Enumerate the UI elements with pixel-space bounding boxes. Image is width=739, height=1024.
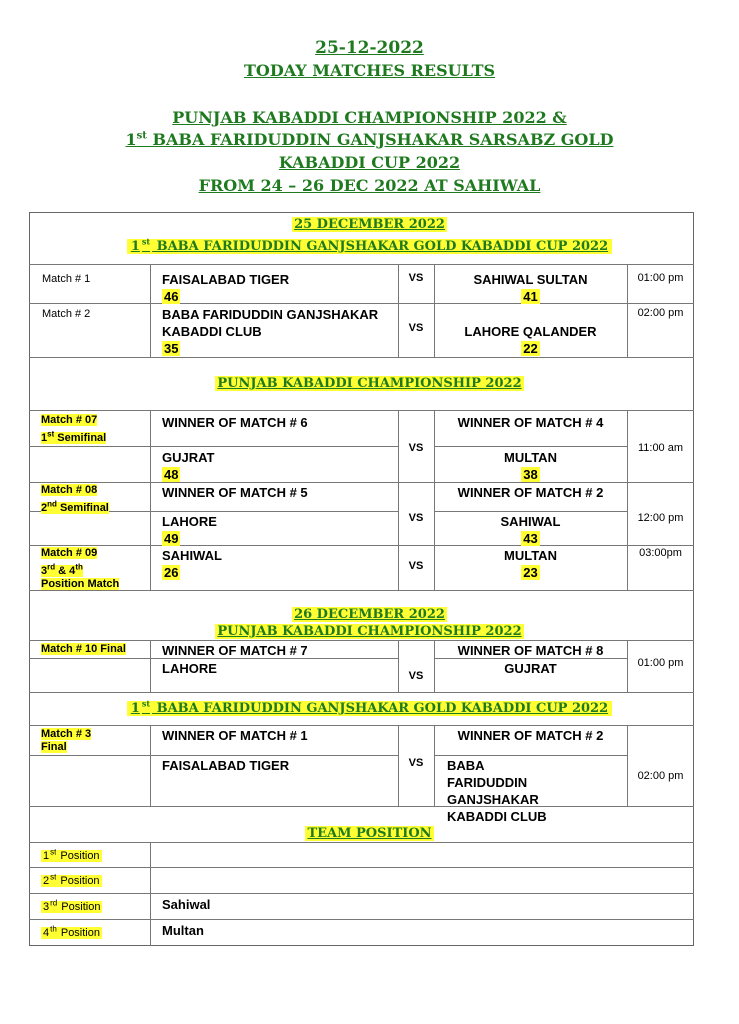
report-subtitle: TODAY MATCHES RESULTS — [243, 61, 496, 80]
row-divider — [150, 446, 398, 447]
team-position-title: TEAM POSITION — [307, 826, 432, 841]
day1-cup-title: 1 $^{st}$ BABA FARIDUDDIN GANJSHAKAR GOLD KABADDI CUP 2022 — [0, 234, 739, 255]
event-title-line3: KABADDI CUP 2022 — [278, 153, 461, 172]
match-8-vs: VS — [408, 512, 424, 524]
col-divider — [150, 640, 151, 692]
row-divider — [29, 725, 694, 726]
match-2-score1: 35 — [164, 341, 179, 356]
row-divider — [434, 446, 627, 447]
match-3-top1: WINNER OF MATCH # 1 — [162, 728, 308, 743]
match-8-top2: WINNER OF MATCH # 2 — [457, 485, 604, 500]
match-1-score1: 46 — [164, 289, 179, 304]
match-1-label: Match # 1 — [42, 273, 91, 285]
match-3-team2: BABA FARIDUDDIN GANJSHAKAR KABADDI CLUB — [447, 758, 547, 824]
row-divider — [29, 893, 694, 894]
row-divider — [29, 410, 694, 411]
match-3-time: 02:00 pm — [637, 770, 684, 782]
col-divider — [150, 264, 151, 357]
match-9-vs: VS — [408, 560, 424, 572]
match-1-score2: 41 — [523, 289, 538, 304]
position-4-label: 4th Position — [43, 924, 100, 939]
row-divider — [434, 755, 627, 756]
match-9-time: 03:00pm — [639, 547, 682, 559]
row-divider — [29, 692, 694, 693]
match-7-vs: VS — [408, 442, 424, 454]
match-8-team2: SAHIWAL — [500, 514, 561, 529]
day2-championship-title: PUNJAB KABADDI CHAMPIONSHIP 2022 — [217, 624, 522, 639]
match-10-team1: LAHORE — [162, 661, 217, 676]
match-1-vs: VS — [408, 272, 424, 284]
day2-cup-title: 1 $^{st}$ BABA FARIDUDDIN GANJSHAKAR GOLD KABADDI CUP 2022 — [0, 696, 739, 717]
match-10-top1: WINNER OF MATCH # 7 — [162, 643, 308, 658]
match-9-score2: 23 — [523, 565, 538, 580]
match-8-team1: LAHORE — [162, 514, 217, 529]
event-title-line2: 1st BABA FARIDUDDIN GANJSHAKAR SARSABZ GOLD — [125, 130, 614, 149]
match-8-score1: 49 — [164, 531, 179, 546]
row-divider — [29, 590, 694, 591]
match-2-vs: VS — [408, 322, 424, 334]
match-10-team2: GUJRAT — [504, 661, 557, 676]
match-2-time: 02:00 pm — [637, 307, 684, 319]
match-7-score1: 48 — [164, 467, 179, 482]
match-8-time: 12:00 pm — [637, 512, 684, 524]
day1-date: 25 DECEMBER 2022 — [294, 217, 445, 232]
position-2-label: 2st Position — [43, 872, 100, 887]
match-7-label: Match # 07 1st Semifinal — [41, 414, 107, 444]
match-1-team2: SAHIWAL SULTAN — [473, 272, 588, 287]
match-10-top2: WINNER OF MATCH # 8 — [457, 643, 604, 658]
row-divider — [29, 658, 151, 659]
position-3-label: 3rd Position — [43, 898, 101, 913]
match-9-score1: 26 — [164, 565, 179, 580]
match-7-team1: GUJRAT — [162, 450, 215, 465]
col-divider — [627, 410, 628, 590]
event-dates-venue: FROM 24 – 26 DEC 2022 AT SAHIWAL — [198, 176, 541, 195]
col-divider — [150, 725, 151, 806]
row-divider — [29, 919, 694, 920]
match-1-time: 01:00 pm — [637, 272, 684, 284]
championship-title: PUNJAB KABADDI CHAMPIONSHIP 2022 — [217, 376, 522, 391]
match-8-score2: 43 — [523, 531, 538, 546]
match-7-time: 11:00 am — [637, 442, 684, 454]
match-8-label: Match # 08 2nd Semifinal — [41, 484, 109, 514]
match-2-team1: BABA FARIDUDDIN GANJSHAKAR KABADDI CLUB — [162, 307, 379, 339]
col-divider — [627, 725, 628, 806]
position-1-label: 1st Position — [43, 847, 100, 862]
match-3-top2: WINNER OF MATCH # 2 — [457, 728, 604, 743]
report-date: 25-12-2022 — [315, 38, 424, 58]
col-divider — [398, 640, 399, 692]
row-divider — [150, 511, 398, 512]
position-4-team: Multan — [162, 923, 204, 938]
row-divider — [29, 867, 694, 868]
match-2-score2: 22 — [523, 341, 538, 356]
col-divider — [150, 410, 151, 590]
match-7-score2: 38 — [523, 467, 538, 482]
match-9-team2: MULTAN — [504, 548, 557, 563]
match-8-top1: WINNER OF MATCH # 5 — [162, 485, 308, 500]
match-2-label: Match # 2 — [42, 308, 91, 320]
match-9-label: Match # 09 3rd & 4th Position Match — [41, 547, 120, 590]
row-divider — [29, 640, 694, 641]
day2-date: 26 DECEMBER 2022 — [294, 607, 445, 622]
match-10-label: Match # 10 Final — [41, 643, 126, 655]
col-divider — [150, 842, 151, 946]
row-divider — [29, 755, 151, 756]
match-3-final-label: Match # 3 Final — [41, 728, 92, 753]
row-divider — [29, 446, 151, 447]
row-divider — [29, 842, 694, 843]
match-10-time: 01:00 pm — [637, 657, 684, 669]
event-title-line1: PUNJAB KABADDI CHAMPIONSHIP 2022 & — [172, 108, 567, 127]
row-divider — [29, 264, 694, 265]
match-3-team1: FAISALABAD TIGER — [162, 758, 290, 773]
match-9-team1: SAHIWAL — [162, 548, 222, 563]
match-10-vs: VS — [408, 670, 424, 682]
row-divider — [434, 511, 627, 512]
row-divider — [29, 806, 694, 807]
position-3-team: Sahiwal — [162, 897, 211, 912]
match-7-team2: MULTAN — [504, 450, 557, 465]
match-3-vs: VS — [408, 757, 424, 769]
match-7-top1: WINNER OF MATCH # 6 — [162, 415, 308, 430]
match-1-team1: FAISALABAD TIGER — [162, 272, 290, 287]
match-2-team2: LAHORE QALANDER — [464, 324, 597, 339]
match-7-top2: WINNER OF MATCH # 4 — [457, 415, 604, 430]
row-divider — [150, 755, 398, 756]
